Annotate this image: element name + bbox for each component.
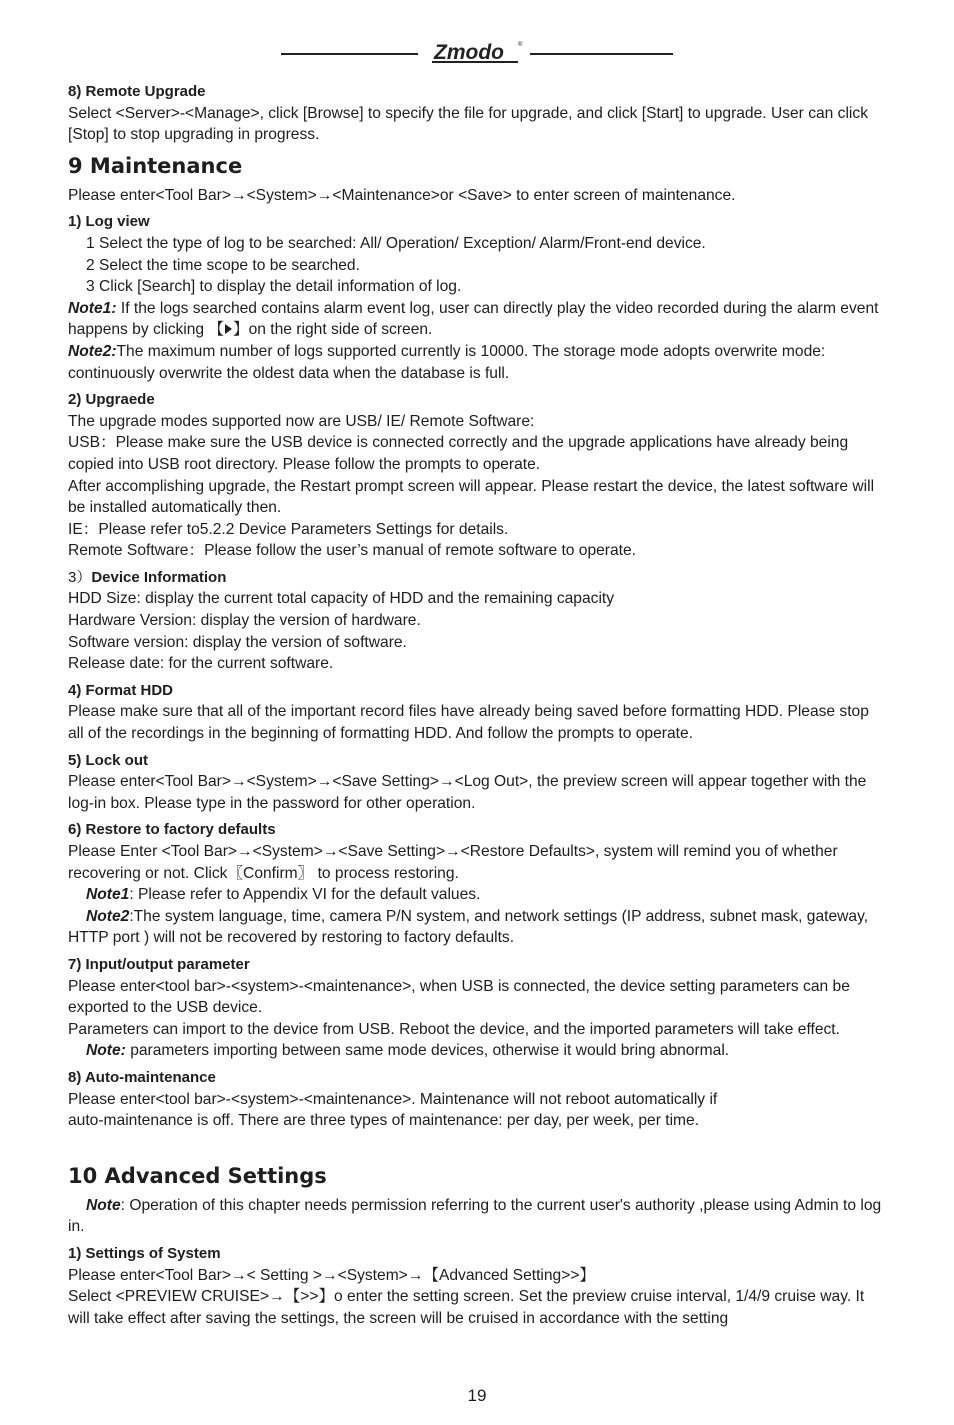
note-text: If the logs searched contains alarm event log, user can directly play the video recorded during the alarm event happens by clicking 【 <box>68 299 879 339</box>
page-content <box>68 81 883 1329</box>
lock-out-text: Please enter<Tool Bar>→<System>→<Save Setting>→<Log Out>, the preview screen will appear together with the log-in box. Please type in the password for other operation. <box>68 773 867 812</box>
log-step-3: 3 Click [Search] to display the detail information of log. <box>86 278 462 296</box>
note-label: Note1 <box>86 886 130 904</box>
device-info-text-3: Software version: display the version of software. <box>68 633 407 651</box>
log-note-1 <box>68 298 883 341</box>
format-hdd-heading: 4) Format HDD <box>68 681 174 699</box>
upgrade-heading: 2) Upgraede <box>68 391 155 409</box>
remote-upgrade-heading: 8) Remote Upgrade <box>68 83 206 100</box>
header-rule-right <box>530 53 673 55</box>
upgrade-text-5: Remote Software：Please follow the user’s manual of remote software to operate. <box>68 542 637 560</box>
note-label: Note1: <box>68 299 117 317</box>
heading-number: 3） <box>68 568 92 586</box>
note-text: 】on the right side of screen. <box>233 321 433 339</box>
note-label: Note2: <box>68 342 117 360</box>
remote-upgrade-text: Select <Server>-<Manage>, click [Browse] to specify the file for upgrade, and click [Start] to upgrade. User can click [Stop] to stop upgrading in progress. <box>68 104 868 144</box>
log-step-1: 1 Select the type of log to be searched: All/ Operation/ Exception/ Alarm/Front-end device. <box>86 234 706 252</box>
upgrade-text-3: After accomplishing upgrade, the Restart prompt screen will appear. Please restart the device, the latest software will be installed automatically then. <box>68 477 875 517</box>
io-parameter-heading: 7) Input/output parameter <box>68 955 250 973</box>
note-label: Note: <box>86 1042 126 1060</box>
svg-text:Zmodo: Zmodo <box>434 41 504 64</box>
restore-note-2 <box>68 906 883 949</box>
settings-of-system-heading: 1) Settings of System <box>68 1244 221 1262</box>
upgrade-text-1: The upgrade modes supported now are USB/ IE/ Remote Software: <box>68 412 535 430</box>
zmodo-logo <box>430 38 526 66</box>
note-label: Note2 <box>86 907 130 925</box>
auto-maintenance-text-1: Please enter<tool bar>-<system>-<maintenance>. Maintenance will not reboot automatically if <box>68 1090 718 1108</box>
chapter-9-title: 9 Maintenance <box>68 153 243 178</box>
device-info-text-4: Release date: for the current software. <box>68 655 334 673</box>
upgrade-text-2: USB：Please make sure the USB device is connected correctly and the upgrade applications have already being copied into USB root directory. Please follow the prompts to operate. <box>68 434 849 473</box>
page-header <box>0 38 954 68</box>
svg-text:®: ® <box>518 42 523 48</box>
chapter-10-title: 10 Advanced Settings <box>68 1163 327 1188</box>
lock-out-heading: 5) Lock out <box>68 751 149 769</box>
restore-defaults-text: Please Enter <Tool Bar>→<System>→<Save Setting>→<Restore Defaults>, system will remind you of whether recovering or not. Click〖Confirm〗 to process restoring. <box>68 843 838 882</box>
auto-maintenance-text-2: auto-maintenance is off. There are three types of maintenance: per day, per week, per time. <box>68 1112 700 1130</box>
heading-text: Device Information <box>91 568 227 586</box>
settings-of-system-text-2: Select <PREVIEW CRUISE>→【>>】o enter the setting screen. Set the preview cruise interval, 1/4/9 cruise way. It will take effect after saving the settings, the screen will be cruised in accordance with the setting <box>68 1288 865 1327</box>
device-info-text-1: HDD Size: display the current total capacity of HDD and the remaining capacity <box>68 590 615 608</box>
note-text: :The system language, time, camera P/N system, and network settings (IP address, subnet mask, gateway, HTTP port ) will not be recovered by restoring to factory defaults. <box>68 907 869 947</box>
device-info-text-2: Hardware Version: display the version of hardware. <box>68 612 421 630</box>
settings-of-system-text-1: Please enter<Tool Bar>→< Setting >→<System>→【Advanced Setting>>】 <box>68 1266 596 1284</box>
note-text: : Please refer to Appendix VI for the default values. <box>129 886 481 904</box>
io-parameter-text-2: Parameters can import to the device from USB. Reboot the device, and the imported parameters will take effect. <box>68 1020 840 1038</box>
note-text: parameters importing between same mode devices, otherwise it would bring abnormal. <box>125 1042 730 1060</box>
io-parameter-note <box>68 1040 883 1062</box>
log-view-heading: 1) Log view <box>68 213 150 231</box>
note-label: Note <box>86 1196 121 1214</box>
format-hdd-text: Please make sure that all of the important record files have already being saved before formatting HDD. Please stop all of the recordings in the beginning of formatting HDD. And follow the prompts to operate. <box>68 703 869 743</box>
maintenance-intro: Please enter<Tool Bar>→<System>→<Maintenance>or <Save> to enter screen of maintenance. <box>68 186 736 204</box>
advanced-settings-note <box>68 1195 883 1238</box>
io-parameter-text-1: Please enter<tool bar>-<system>-<maintenance>, when USB is connected, the device setting parameters can be exported to the USB device. <box>68 977 850 1017</box>
log-note-2 <box>68 341 883 384</box>
header-rule-left <box>281 53 418 55</box>
device-info-heading <box>68 567 883 589</box>
note-text: : Operation of this chapter needs permission referring to the current user's authority ,please using Admin to log in. <box>68 1196 882 1236</box>
play-icon <box>224 323 233 335</box>
note-text: The maximum number of logs supported currently is 10000. The storage mode adopts overwrite mode: continuously overwrite the oldest data when the database is full. <box>68 342 826 382</box>
auto-maintenance-heading: 8) Auto-maintenance <box>68 1068 216 1086</box>
restore-defaults-heading: 6) Restore to factory defaults <box>68 821 276 839</box>
page-number: 19 <box>467 1386 487 1405</box>
log-step-2: 2 Select the time scope to be searched. <box>86 256 360 274</box>
upgrade-text-4: IE：Please refer to5.2.2 Device Parameters Settings for details. <box>68 520 509 538</box>
restore-note-1 <box>68 884 883 906</box>
